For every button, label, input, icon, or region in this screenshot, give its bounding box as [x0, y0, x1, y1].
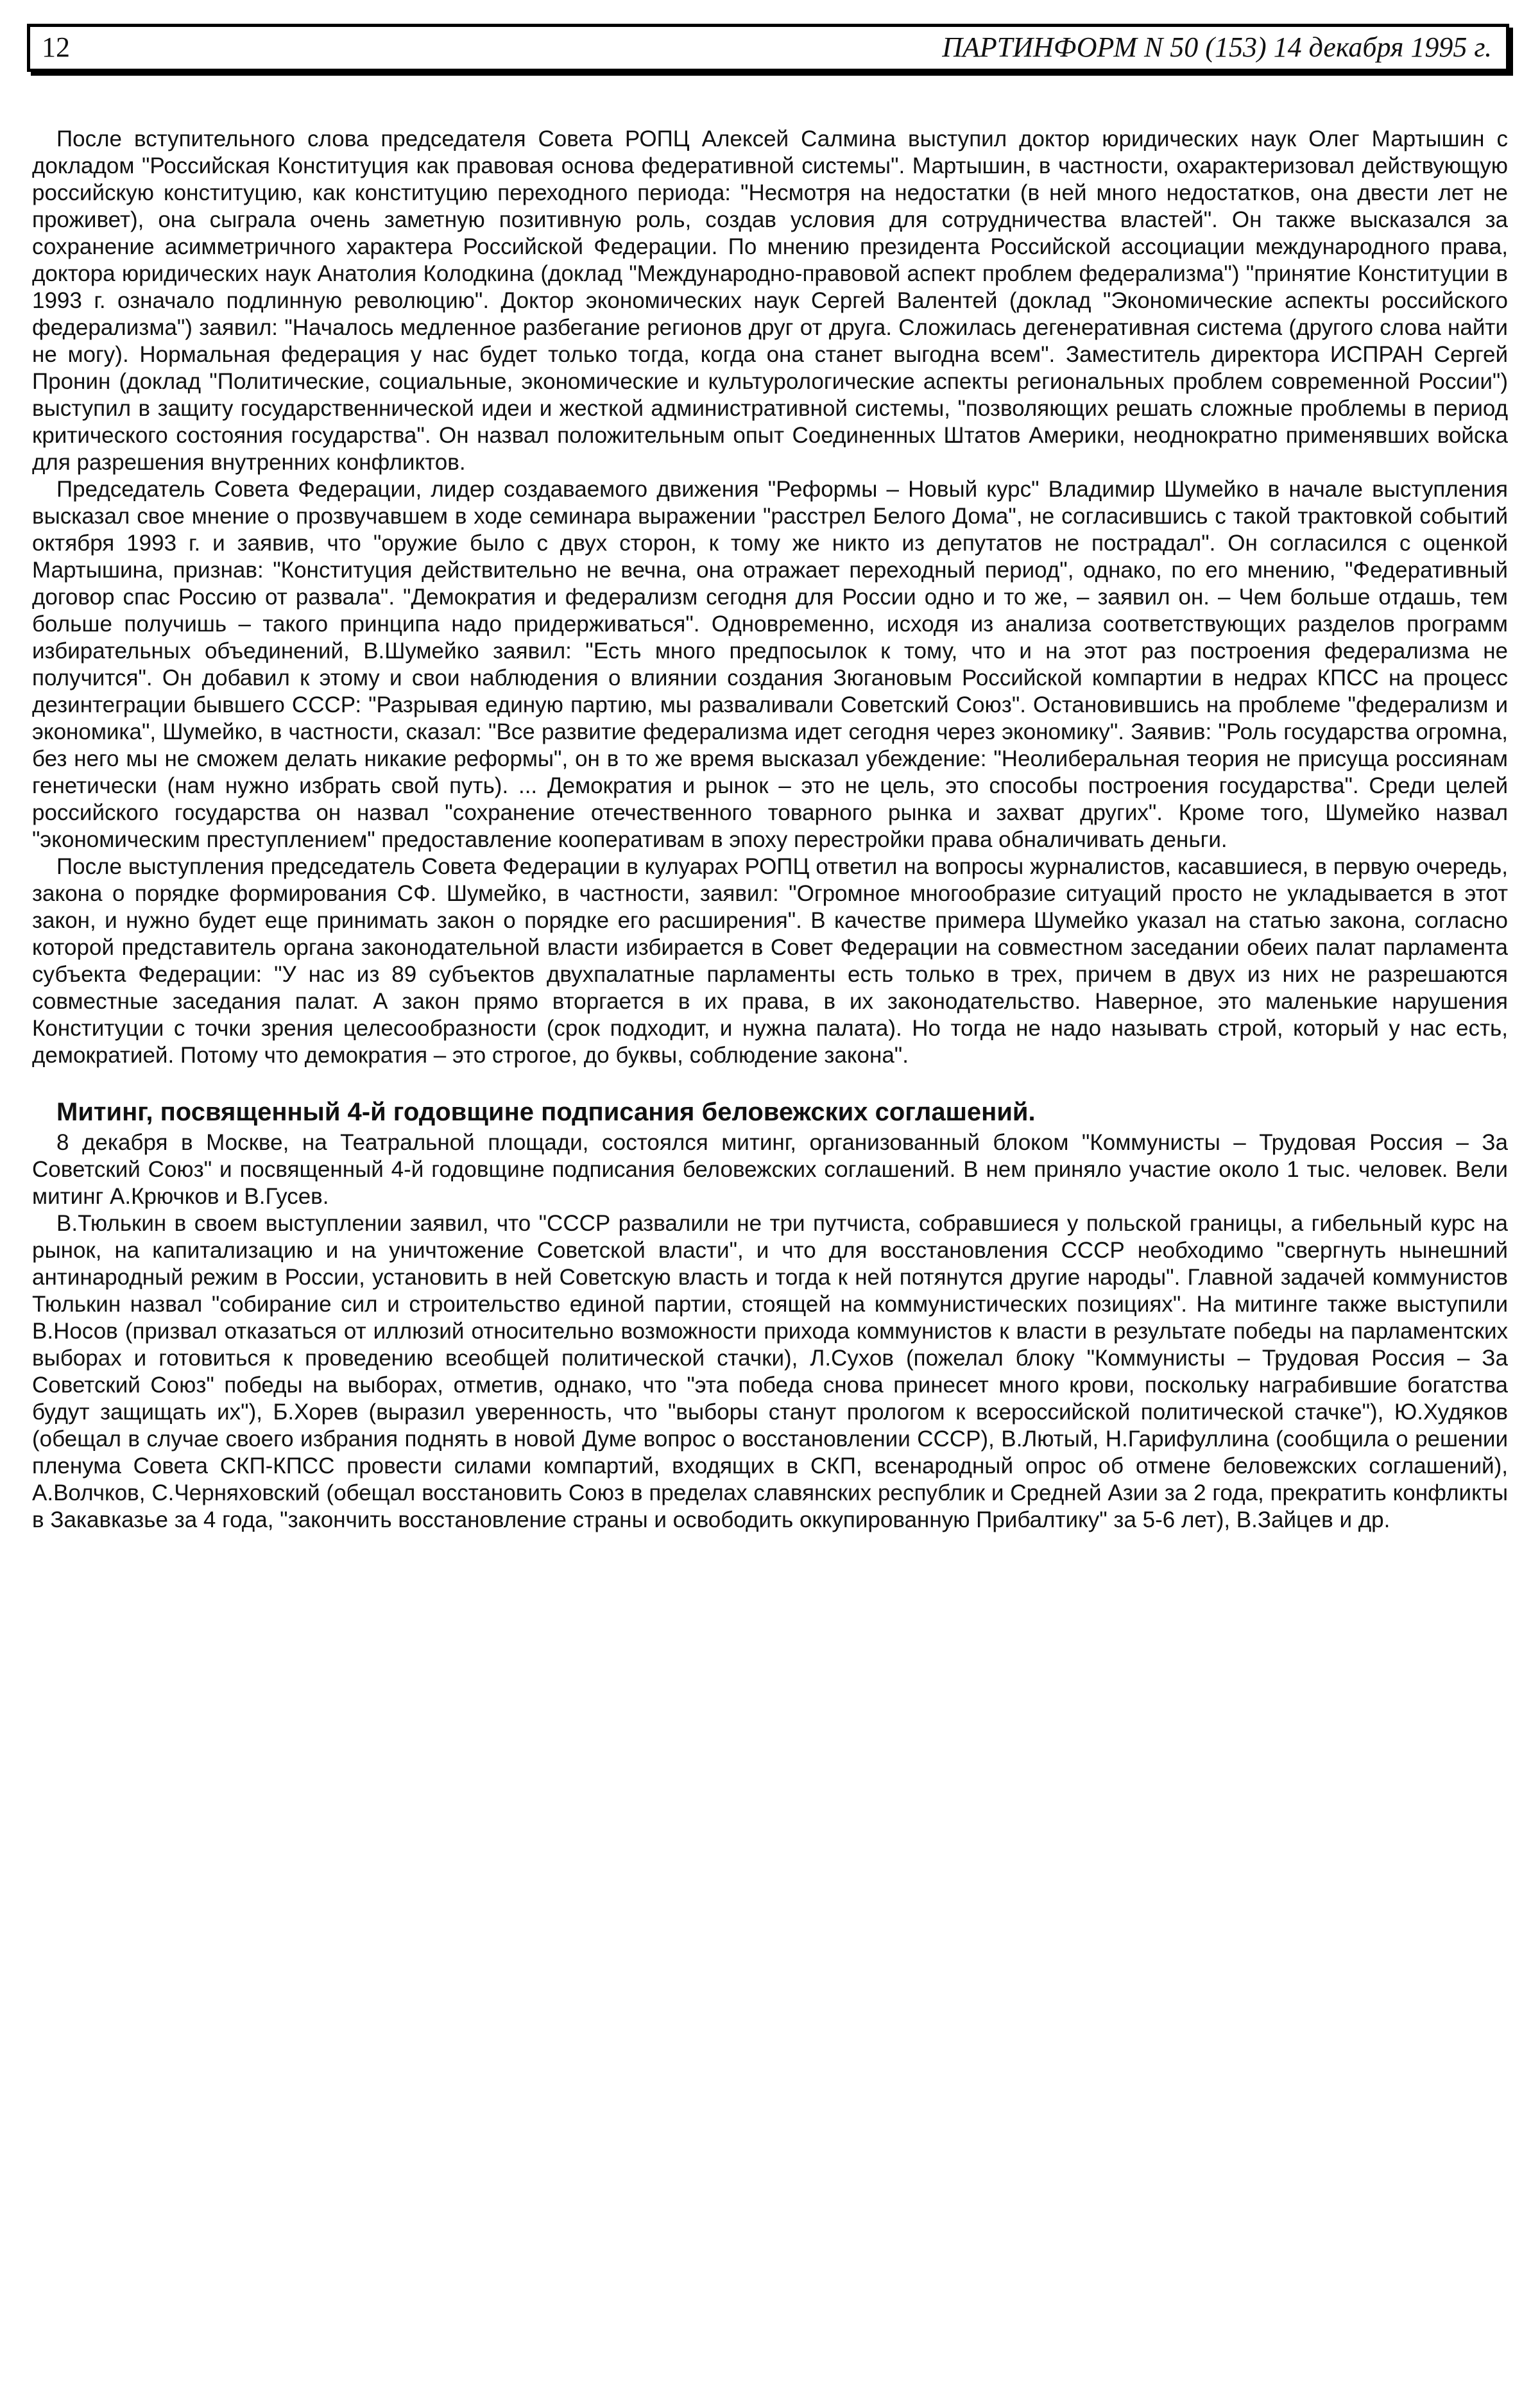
article-paragraph: Председатель Совета Федерации, лидер создаваемого движения "Реформы – Новый курс" Владимир Шумейко в начале выступления высказал свое мнение о прозвучавшем в ходе семинара выражении "расстрел Белого Дома", не согласившись с такой трактовкой событий октября 1993 г. и заявив, что "оружие было с двух сторон, к тому же никто из депутатов не пострадал". Он согласился с оценкой Мартышина, признав: "Конституция действительно не вечна, она отражает переходный период", однако, по его мнению, "Федеративный договор спас Россию от развала". "Демократия и федерализм сегодня для России одно и то же, – заявил он. – Чем больше отдашь, тем больше получишь – такого принципа надо придерживаться". Одновременно, исходя из анализа соответствующих разделов программ избирательных объединений, В.Шумейко заявил: "Есть много предпосылок к тому, что и на этот раз построения федерализма не получится". Он добавил к этому и свои наблюдения о влиянии создания Зюгановым Российской компартии в недрах КПСС на процесс дезинтеграции бывшего СССР: "Разрывая единую партию, мы разваливали Советский Союз". Остановившись на проблеме "федерализм и экономика", Шумейко, в частности, сказал: "Все развитие федерализма идет сегодня через экономику". Заявив: "Роль государства огромна, без него мы не сможем делать никакие реформы", он в то же время высказал убеждение: "Неолиберальная теория не присуща россиянам генетически (нам нужно избрать свой путь). ... Демократия и рынок – это не цель, это способы построения государства". Среди целей российского государства он назвал "сохранение отечественного товарного рынка и захват других". Кроме того, Шумейко назвал "экономическим преступлением" предоставление кооперативам в эпоху перестройки права обналичивать деньги.: [32, 477, 1508, 852]
article-paragraph: После выступления председатель Совета Федерации в кулуарах РОПЦ ответил на вопросы журналистов, касавшиеся, в первую очередь, закона о порядке формирования СФ. Шумейко, в частности, заявил: "Огромное многообразие ситуаций просто не укладывается в этот закон, и нужно будет еще принимать закон о порядке его расширения". В качестве примера Шумейко указал на статью закона, согласно которой представитель органа законодательной власти избирается в Совет Федерации на совместном заседании обеих палат парламента субъекта Федерации: "У нас из 89 субъектов двухпалатные парламенты есть только в трех, причем в двух из них не разрешаются совместные заседания палат. А закон прямо вторгается в их права, в их законодательство. Наверное, это маленькие нарушения Конституции с точки зрения целесообразности (срок подходит, и нужна палата). Но тогда не надо называть строй, который у нас есть, демократией. Потому что демократия – это строгое, до буквы, соблюдение закона".: [32, 854, 1508, 1068]
page-number: 12: [42, 31, 70, 63]
section-heading: Митинг, посвященный 4-й годовщине подписания беловежских соглашений.: [56, 1098, 1036, 1126]
issue-line: ПАРТИНФОРМ N 50 (153) 14 декабря 1995 г.: [942, 31, 1492, 63]
page-header: [27, 24, 1509, 72]
section-paragraph: В.Тюлькин в своем выступлении заявил, что "СССР развалили не три путчиста, собравшиеся у польской границы, а гибельный курс на рынок, на капитализацию и на уничтожение Советской власти", и что для восстановления СССР необходимо "свергнуть нынешний антинародный режим в России, установить в ней Советскую власть и тогда к ней потянутся другие народы". Главной задачей коммунистов Тюлькин назвал "собирание сил и строительство единой партии, стоящей на коммунистических позициях". На митинге также выступили В.Носов (призвал отказаться от иллюзий относительно возможности прихода коммунистов к власти в результате победы на парламентских выборах и готовиться к проведению всеобщей политической стачки), Л.Сухов (пожелал блоку "Коммунисты – Трудовая Россия – За Советский Союз" победы на выборах, отметив, однако, что "эта победа снова принесет много крови, поскольку награбившие богатства будут защищать их"), Б.Хорев (выразил уверенность, что "выборы станут прологом к всероссийской политической стачке"), Ю.Худяков (обещал в случае своего избрания поднять в новой Думе вопрос о восстановлении СССР), В.Лютый, Н.Гарифуллина (сообщила о решении пленума Совета СКП-КПСС провести силами компартий, входящих в СКП, всенародный опрос об отмене беловежских соглашений), А.Волчков, С.Черняховский (обещал восстановить Союз в пределах славянских республик и Средней Азии за 2 года, прекратить конфликты в Закавказье за 4 года, "закончить восстановление страны и освободить оккупированную Прибалтику" за 5-6 лет), В.Зайцев и др.: [32, 1211, 1508, 1532]
section-paragraph: 8 декабря в Москве, на Театральной площади, состоялся митинг, организованный блоком "Коммунисты – Трудовая Россия – За Советский Союз" и посвященный 4-й годовщине подписания беловежских соглашений. В нем приняло участие около 1 тыс. человек. Вели митинг А.Крючков и В.Гусев.: [32, 1130, 1508, 1209]
page-content: [32, 126, 1508, 1534]
article-paragraph: После вступительного слова председателя Совета РОПЦ Алексей Салмина выступил доктор юридических наук Олег Мартышин с докладом "Российская Конституция как правовая основа федеративной системы". Мартышин, в частности, охарактеризовал действующую российскую конституцию, как конституцию переходного периода: "Несмотря на недостатки (в ней много недостатков, она двести лет не проживет), она сыграла очень заметную позитивную роль, создав условия для сотрудничества властей". Он также высказался за сохранение асимметричного характера Российской Федерации. По мнению президента Российской ассоциации международного права, доктора юридических наук Анатолия Колодкина (доклад "Международно-правовой аспект проблем федерализма") "принятие Конституции в 1993 г. означало подлинную революцию". Доктор экономических наук Сергей Валентей (доклад "Экономические аспекты российского федерализма") заявил: "Началось медленное разбегание регионов друг от друга. Сложилась дегенеративная система (другого слова найти не могу). Нормальная федерация у нас будет только тогда, когда она станет выгодна всем". Заместитель директора ИСПРАН Сергей Пронин (доклад "Политические, социальные, экономические и культурологические аспекты региональных проблем современной России") выступил в защиту государственнической идеи и жесткой административной системы, "позволяющих решать сложные проблемы в период критического состояния государства". Он назвал положительным опыт Соединенных Штатов Америки, неоднократно применявших войска для разрешения внутренних конфликтов.: [32, 126, 1508, 475]
